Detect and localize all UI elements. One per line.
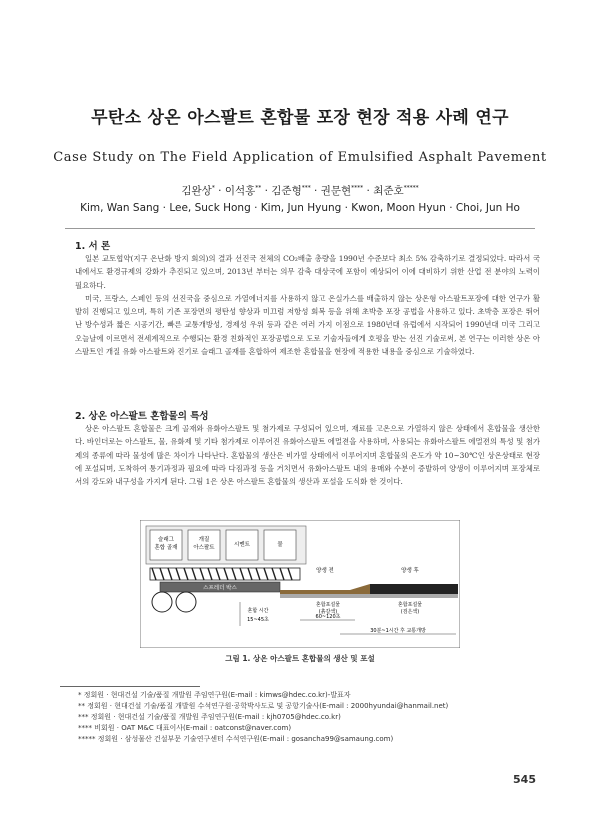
author-3: 김준형 — [271, 185, 302, 197]
road-base — [280, 594, 458, 598]
material-box-cement — [226, 530, 258, 560]
author-separator: · — [363, 185, 374, 197]
label-before-curing: 양생 전 — [316, 568, 334, 574]
material-box-slag-line-1: 슬래그 — [158, 537, 174, 543]
authors-korean — [0, 183, 600, 198]
footnote-5-mark: ***** — [78, 735, 96, 743]
section-1-paragraph-2: 미국, 프랑스, 스페인 등의 선진국을 중심으로 가열에너지를 사용하지 않고 온실가스를 배출하지 않는 상온형 아스팔트포장에 대한 연구가 활발히 진행되고 있으며, 특히 기존 포장면의 평탄성 향상과 미끄럼 저항성 회복 등을 위해 초박층 포장 공법을 사용하고 있다. 초박층 포장은 뛰어난 방수성과 짧은 시공기간, 빠른 교통개방성, 경제성 우위 등과 같은 여러 가지 이점으로 1980년대 유럽에서 시작되어 1990년대 미국 그리고 오늘날에 이르면서 전세계적으로 수행되는 환경 친화적인 포장공법으로 도로 기술자들에게 호평을 받는 선진 기술로써, 본 연구는 이러한 상온 아스팔트인 개질 유화 아스팔트와 진기로 슬래그 골재를 혼합하여 제조한 혼합물을 현장에 적용한 내용을 중심으로 기술하였다. — [75, 293, 540, 357]
spreader-box-label: 스프레더 박스 — [203, 585, 237, 592]
author-2: 이석홍 — [224, 185, 256, 197]
footnote-4-mark: **** — [78, 724, 92, 732]
author-3-mark: *** — [301, 184, 311, 192]
label-after-curing: 양생 후 — [401, 568, 419, 574]
material-box-asphalt-line-2: 아스팔트 — [193, 545, 215, 551]
material-box-water-label: 물 — [277, 542, 283, 548]
author-5-mark: ***** — [403, 184, 419, 192]
author-separator: · — [261, 185, 272, 197]
footnote-2-mark: ** — [78, 702, 85, 710]
author-2-mark: ** — [255, 184, 262, 192]
footnote-5-text: 정회원 · 삼성물산 건설부문 기술연구센터 수석연구원(E-mail : gosancha99@samaung.com) — [97, 735, 394, 743]
footnote-3-mark: *** — [78, 713, 89, 721]
label-mix-before-line-1: 혼합포설물 — [315, 602, 341, 608]
footnote-1-mark: * — [78, 691, 82, 699]
interval-label: 60~120초 — [315, 614, 341, 620]
paper-title-korean: 무탄소 상온 아스팔트 혼합물 포장 현장 적용 사례 연구 — [91, 108, 509, 128]
wheel-front — [152, 592, 172, 612]
section-2-heading: 2. 상온 아스팔트 혼합물의 특성 — [75, 411, 209, 422]
author-4: 권문현 — [320, 185, 352, 197]
author-separator: · — [310, 185, 321, 197]
material-box-slag-line-2: 혼합 골재 — [154, 545, 178, 551]
section-1-paragraph-1: 일본 교토협약(지구 온난화 방지 회의)의 결과 선진국 전체의 CO₂배출 총량을 1990년 수준보다 최소 5% 감축하기로 결정되었다. 따라서 국내에서도 환경규제의 강화가 추진되고 있으며, 2013년 부터는 의무 감축 대상국에 포함이 예상되어 이에 대비하기 위한 산업 전 분야의 노력이 필요하다. — [75, 254, 540, 290]
header-divider — [65, 228, 535, 229]
wheel-rear — [176, 592, 196, 612]
footnote-2-text: 정회원 · 현대건설 기술/품질 개발원 수석연구원·공학박사도로 및 공항기술사(E-mail : 2000hyundai@hanmail.net) — [87, 702, 449, 710]
author-1: 김완상 — [181, 185, 212, 197]
footnote-divider — [60, 686, 200, 687]
mix-time-value: 15~45초 — [247, 617, 269, 623]
footnote-1-text: 정회원 · 현대건설 기술/품질 개발원 주임연구원(E-mail : kimws@hdec.co.kr)-발표자 — [83, 691, 351, 699]
material-box-asphalt-line-1: 개질 — [198, 537, 210, 543]
material-box-slag — [150, 530, 182, 560]
material-box-cement-label: 시멘트 — [234, 542, 250, 548]
page-number: 545 — [513, 773, 536, 786]
footnote-1 — [78, 690, 548, 701]
traffic-label: 30분~1시간 후 교통개방 — [370, 628, 426, 634]
material-box-asphalt — [188, 530, 220, 560]
section-1-heading: 1. 서 론 — [75, 241, 111, 252]
footnote-3-text: 정회원 · 현대건설 기술/품질 개발원 주임연구원(E-mail : kjh0705@hdec.co.kr) — [90, 713, 341, 721]
author-4-mark: **** — [351, 184, 364, 192]
figure-1-caption: 그림 1. 상온 아스팔트 혼합물의 생산 및 포설 — [225, 654, 375, 663]
section-1-body — [75, 252, 540, 358]
footnote-3 — [78, 712, 548, 723]
label-mix-after-line-2: (검은색) — [400, 609, 420, 615]
mix-time-label: 혼합 시간 — [247, 608, 269, 614]
label-mix-after-line-1: 혼합포설물 — [397, 602, 423, 608]
footnote-2 — [78, 701, 548, 712]
authors-english: Kim, Wan Sang · Lee, Suck Hong · Kim, Jun Hyung · Kwon, Moon Hyun · Choi, Jun Ho — [80, 202, 520, 214]
paved-layer-after — [370, 584, 458, 594]
footnote-4 — [78, 723, 548, 734]
footnote-5 — [78, 734, 548, 745]
footnote-4-text: 비회원 · OAT M&C 대표이사(E-mail : oatconst@naver.com) — [94, 724, 292, 732]
author-separator: · — [214, 185, 225, 197]
label-mix-before-line-2: (흙갈색) — [318, 609, 338, 615]
author-5: 최준호 — [373, 185, 404, 197]
material-box-water — [264, 530, 296, 560]
paper-title-english: Case Study on The Field Application of Emulsified Asphalt Pavement — [53, 150, 547, 165]
author-1-mark: * — [211, 184, 215, 192]
figure-1-diagram — [140, 520, 460, 648]
section-2-paragraph-1: 상온 아스팔트 혼합물은 크게 골재와 유화아스팔트 및 첨가제로 구성되어 있으며, 재료를 고온으로 가열하지 않은 상태에서 혼합물을 생산한다. 바인더로는 아스팔트, 물, 유화제 및 기타 첨가제로 이루어진 유화아스팔트 에멀젼을 사용하며, 사용되는 유화아스팔트 에멀젼의 특성 및 첨가제의 종류에 따라 물성에 많은 차이가 나타난다. 혼합물의 생산은 비가열 상태에서 이루어지며 혼합물의 온도가 약 10~30℃인 상온상태로 현장에 포설되며, 도착하여 통기과정과 필요에 따라 다짐과정 등을 거치면서 유화아스팔트 내의 용매와 수분이 증발하여 양생이 이루어지며 포장체로서의 강도와 내구성을 가지게 된다. 그림 1은 상온 아스팔트 혼합물의 생산과 포설을 도식화 한 것이다. — [75, 424, 540, 487]
footnotes — [78, 690, 548, 745]
section-2-body — [75, 422, 540, 488]
